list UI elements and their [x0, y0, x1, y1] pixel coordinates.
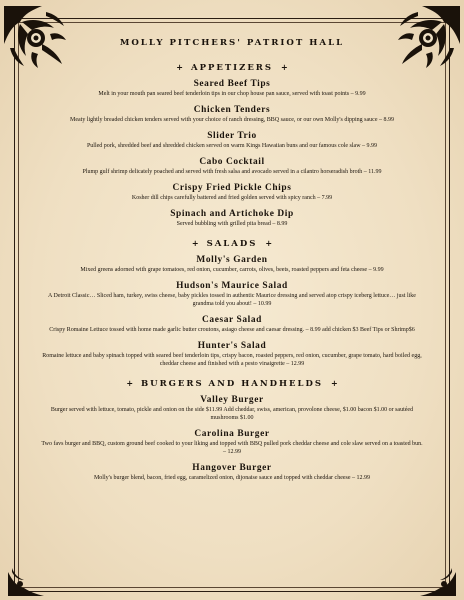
menu-item [40, 429, 424, 456]
section-heading-salads [40, 238, 424, 249]
menu-content [40, 38, 424, 489]
menu-item-description: Mixed greens adorned with grape tomatoes, red onion, cucumber, carrots, olives, beets, roasted peppers and feta cheese – 9.99 [80, 267, 384, 273]
section-heading-appetizers [40, 62, 424, 73]
menu-item-name: Chicken Tenders [193, 105, 271, 115]
menu-item-description: Burger served with lettuce, tomato, pickle and onion on the side $11.99 Add cheddar, swiss, american, provolone cheese, $1.00 bacon $1.00 or sautéed mushrooms $1.00 [50, 407, 414, 421]
menu-item [40, 315, 424, 334]
ornament-icon: + [126, 378, 134, 388]
menu-item-description: Meaty lightly breaded chicken tenders served with your choice of ranch dressing, BBQ sauce, or our own Molly's dipping sauce – 8.99 [70, 117, 394, 123]
menu-item-name: Seared Beef Tips [193, 79, 271, 89]
menu-item-description: Kosher dill chips carefully battered and fried golden served with spicy ranch – 7.99 [131, 195, 333, 201]
menu-item [40, 281, 424, 308]
corner-ornament-icon [418, 558, 458, 598]
menu-item [40, 79, 424, 98]
menu-item-name: Hudson's Maurice Salad [176, 281, 288, 291]
menu-item-name: Slider Trio [207, 131, 257, 141]
menu-item [40, 395, 424, 422]
ornament-icon: + [280, 62, 288, 72]
section-heading-burgers [40, 378, 424, 389]
menu-item [40, 105, 424, 124]
menu-item-name: Spinach and Artichoke Dip [170, 209, 294, 219]
ornament-icon: + [330, 378, 338, 388]
menu-item-name: Molly's Garden [196, 255, 268, 265]
ornament-icon: + [176, 62, 183, 72]
menu-item [40, 463, 424, 482]
menu-item-name: Cabo Cocktail [199, 157, 265, 167]
menu-item-name: Hangover Burger [192, 463, 272, 473]
ornament-icon: + [191, 238, 199, 248]
menu-item-name: Carolina Burger [194, 429, 270, 439]
menu-item-name: Crispy Fried Pickle Chips [172, 183, 292, 193]
menu-item [40, 341, 424, 368]
section-title: BURGERS AND HANDHELDS [140, 379, 324, 389]
menu-item-description: A Detroit Classic… Sliced ham, turkey, swiss cheese, baby pickles tossed in authentic Maurice dressing and served atop crispy iceberg lettuce… just like grandma told you about! – 10.99 [48, 293, 416, 307]
menu-item-name: Valley Burger [200, 395, 264, 405]
menu-item-description: Melt in your mouth pan seared beef tenderloin tips in our chop house pan sauce, served with toast points – 9.99 [98, 91, 366, 97]
page-title: MOLLY PITCHERS' PATRIOT HALL [119, 38, 345, 48]
menu-item-description: Romaine lettuce and baby spinach topped with seared beef tenderloin tips, crispy bacon, roasted peppers, red onion, cucumber, grape tomato, hard boiled egg, cheddar cheese and finished with a pesto vinaigrette – 12.99 [42, 353, 422, 367]
menu-item-description: Served bubbling with grilled pita bread – 8.99 [176, 221, 288, 227]
corner-ornament-icon [6, 558, 46, 598]
menu-item [40, 255, 424, 274]
menu-item [40, 157, 424, 176]
menu-item [40, 209, 424, 228]
section-title: APPETIZERS [190, 63, 274, 73]
menu-item-name: Hunter's Salad [197, 341, 267, 351]
menu-item-description: Pulled pork, shredded beef and shredded chicken served on warm Kings Hawaiian buns and our famous cole slaw – 9.99 [86, 143, 378, 149]
ornament-icon: + [265, 238, 273, 248]
menu-item-name: Caesar Salad [202, 315, 262, 325]
menu-item-description: Two favs burger and BBQ, custom ground beef cooked to your liking and topped with BBQ pulled pork cheddar cheese and cole slaw served on a toasted bun. – 12.99 [41, 441, 423, 455]
section-title: SALADS [206, 239, 258, 249]
menu-item-description: Molly's burger blend, bacon, fried egg, caramelized onion, dijonaise sauce and topped with cheddar cheese – 12.99 [93, 475, 371, 481]
menu-item-description: Plump gulf shrimp delicately poached and served with fresh salsa and avocado served in a cilantro horseradish broth – 11.99 [82, 169, 382, 175]
menu-item [40, 183, 424, 202]
menu-item-description: Crispy Romaine Lettuce tossed with home made garlic butter croutons, asiago cheese and caesar dressing. – 8.99 add chicken $3 Beef Tips or Shrimp$6 [49, 327, 415, 333]
menu-item [40, 131, 424, 150]
